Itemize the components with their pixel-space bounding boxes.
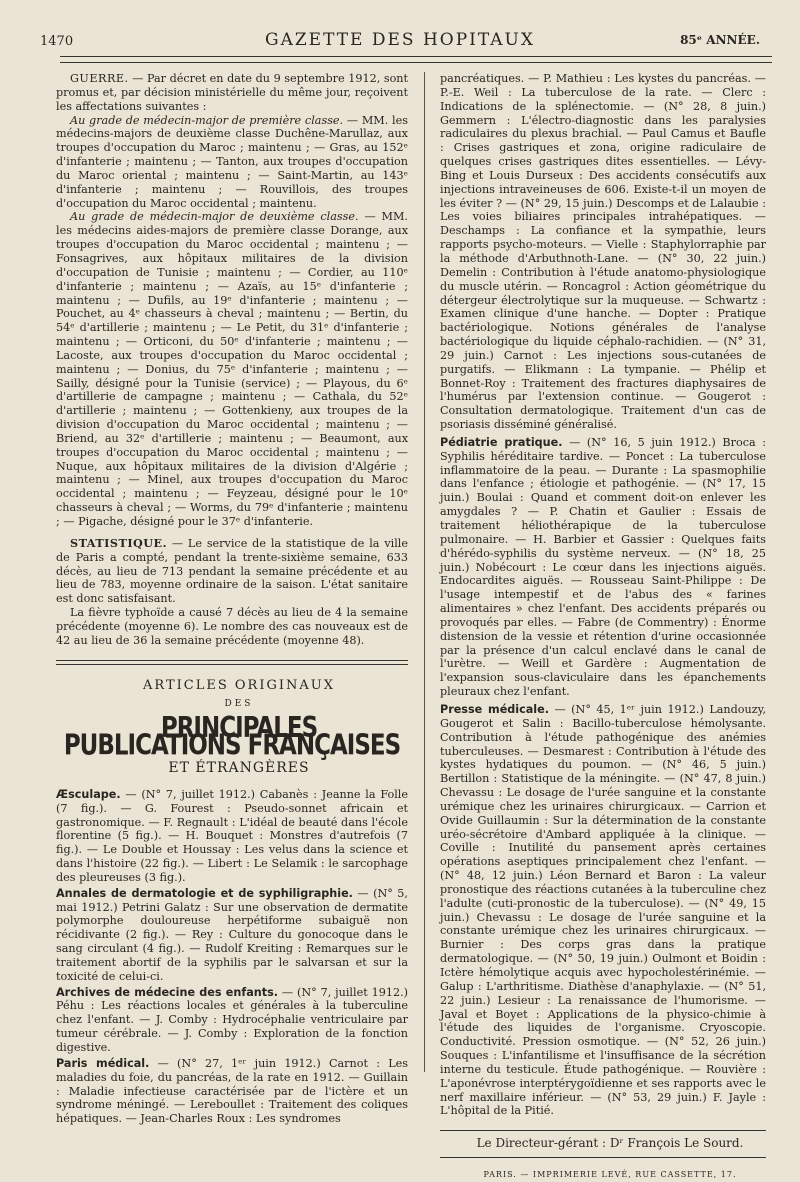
promotion-list-2: — MM. les médecins aides-majors de première classe Dorange, aux troupes d'occupation du Maroc occidental ; maintenu ; — Fonsagrives, aux hôpitaux militaires de la division d'occupation de Tunisie ; maintenu ; — Cordier, au 110ᵉ d'infanterie ; maintenu ; — Azaïs, au 15ᵉ d'infanterie ; maintenu ; — Dufils, au 19ᵉ d'infanterie ; maintenu ; — Pouchet, au 4ᵉ chasseurs à cheval ; maintenu ; — Bertin, du 54ᵉ d'artillerie ; maintenu ; — Le Petit, du 31ᵉ d'infanterie ; maintenu ; — Orticoni, du 50ᵉ d'infanterie ; maintenu ; — Lacoste, aux troupes d'occupation du Maroc occidental ; maintenu ; — Donius, du 75ᵉ d'infanterie ; maintenu ; — Sailly, désigné pour la Tunisie (service) ; — Playous, du 6ᵉ d'artillerie de campagne ; maintenu ; — Cathala, du 52ᵉ d'artillerie ; maintenu ; — Gottenkieny, aux troupes de la division d'occupation du Maroc occidental ; maintenu ; — Briend, au 32ᵉ d'artillerie ; maintenu ; — Beaumont, aux troupes d'occupation du Maroc occidental ; maintenu ; — Nuque, aux hôpitaux militaires de la division d'Algérie ; maintenu ; — Minel, aux troupes d'occupation du Maroc occidental ; maintenu ; — Feyzeau, désigné pour le 10ᵉ chasseurs à cheval ; — Worms, du 79ᵉ d'infanterie ; maintenu ; — Pigache, désigné pour le 37ᵉ d'infanterie. xyxy=(56,210,408,528)
articles-main-heading: PRINCIPALES PUBLICATIONS FRANÇAISES xyxy=(63,712,401,762)
header-rule-secondary xyxy=(60,62,772,63)
journal-entry-text: — (N° 16, 5 juin 1912.) Broca : Syphilis héréditaire tardive. — Poncet : La tuberculose inflammatoire de la peau. — Durante : La spasmophilie dans l'enfance ; étiologie et pathogénie. — (N° 17, 15 juin.) Boulai : Quand et comment doit-on enlever les amygdales ? — P. Chatin et Gaulier : Essais de traitement héliothérapique de la tuberculose pulmonaire. — H. Barbier et Gassier : Quelques faits d'hérédo-syphilis du système nerveux. — (N° 18, 25 juin.) Nobécourt : Le cœur dans les injections aiguës. Endocardites aiguës. — Rousseau Saint-Philippe : De l'usage intempestif et de l'abus des « farines alimentaires » chez l'enfant. Des accidents préparés ou provoqués par elles. — Fabre (de Commentry) : Énorme distension de la vessie et rétention d'urine occasionnée par la présence d'un calcul enclavé dans le canal de l'urètre. — Weill et Gardère : Augmentation de l'expansion sous-claviculaire dans les épanchements pleuraux chez l'enfant. xyxy=(440,435,766,699)
grade-heading-1: Au grade de médecin-major de première classe. xyxy=(70,113,344,127)
journal-name: Æsculape. xyxy=(56,787,121,801)
director-rule-bottom xyxy=(440,1157,766,1158)
journal-name: Pédiatrie pratique. xyxy=(440,435,563,449)
journal-entry-archives xyxy=(56,986,408,1055)
journal-entry-text: — (N° 27, 1ᵉʳ juin 1912.) Carnot : Les maladies du foie, du pancréas, de la rate en 1912. — Guillain : Maladie infectieuse caractérisée par de l'ictère et un syndrome méningé. — Lereboullet : Traitement des coliques hépatiques. — Jean-Charles Roux : Les syndromes xyxy=(56,1056,408,1126)
printer-line: PARIS. — IMPRIMERIE LEVÉ, RUE CASSETTE, 17. xyxy=(483,1170,737,1180)
director-line: Le Directeur-gérant : Dʳ François Le Sourd. xyxy=(476,1136,744,1151)
promotion-paragraph-2 xyxy=(56,210,408,528)
section-rule-secondary xyxy=(56,664,408,665)
continued-entry: pancréatiques. — P. Mathieu : Les kystes du pancréas. — P.-E. Weil : La tuberculose de la rate. — Clerc : Indications de la splénectomie. — (N° 28, 8 juin.) Gemmern : L'électro-diagnostic dans les paralysies radiculaires du plexus brachial. — Paul Camus et Baufle : Crises gastriques et zona, origine radiculaire de quelques crises gastriques dites essentielles. — Lévy-Bing et Louis Durseux : Des accidents consécutifs aux injections intraveineuses de 606. Existe-t-il un moyen de les éviter ? — (N° 29, 15 juin.) Descomps et de Lalaubie : Les voies biliaires principales intrahépatiques. — Deschamps : La confiance et la sympathie, leurs rapports psycho-moteurs. — Vielle : Staphylorraphie par la méthode d'Arbuthnoth-Lane. — (N° 30, 22 juin.) Demelin : Contribution à l'étude anatomo-physiologique du muscle utérin. — Roncagrol : Action géométrique du détergeur électrolytique sur la muqueuse. — Schwartz : Examen clinique d'une hanche. — Dopter : Pratique bactériologique. Notions générales de l'analyse bactériologique du liquide céphalo-rachidien. — (N° 31, 29 juin.) Carnot : Les injections sous-cutanées de purgatifs. — Elikmann : La tympanie. — Phélip et Bonnet-Roy : Traitement des fractures diaphysaires de l'humérus par l'extension continue. — Gougerot : Consultation dermatologique. Traitement d'un cas de psoriasis disséminé généralisé. xyxy=(440,72,766,432)
section-rule xyxy=(56,660,408,661)
left-column xyxy=(56,72,408,1126)
articles-heading: ARTICLES ORIGINAUX xyxy=(143,677,335,693)
journal-entry-paris-medical xyxy=(56,1057,408,1126)
journal-entry-aesculape xyxy=(56,788,408,885)
journal-entry-pediatrie xyxy=(440,436,766,699)
year-label: 85ᵉ ANNÉE. xyxy=(680,33,760,47)
guerre-label: GUERRE. xyxy=(70,72,129,85)
journal-entry-text: — (N° 7, juillet 1912.) Péhu : Les réactions locales et générales à la tuberculine chez l'enfant. — J. Comby : Hydrocéphalie ventriculaire par tumeur cérébrale. — J. Comby : Exploration de la fonction digestive. xyxy=(56,985,408,1054)
journal-name: Annales de dermatologie et de syphiligraphie. xyxy=(56,886,353,900)
journal-entry-text: — (N° 7, juillet 1912.) Cabanès : Jeanne la Folle (7 fig.). — G. Fourest : Pseudo-sonnet africain et gastronomique. — F. Regnault : L'idéal de beauté dans l'école florentine (5 fig.). — H. Bouquet : Monstres d'autrefois (7 fig.). — Le Double et Houssay : Les velus dans la science et dans l'histoire (22 fig.). — Libert : Le Selamik : le sarcophage des pleureuses (3 fig.). xyxy=(56,787,408,884)
journal-title: GAZETTE DES HOPITAUX xyxy=(264,30,535,50)
journal-entry-annales xyxy=(56,887,408,984)
journal-entry-text: — (N° 5, mai 1912.) Petrini Galatz : Sur une observation de dermatite polymorphe douloureuse herpétiforme subaiguë non récidivante (2 fig.). — Rey : Culture du gonocoque dans le sang circulant (4 fig.). — Rudolf Kreiting : Remarques sur le traitement abortif de la syphilis par le salvarsan et sur la toxicité de celui-ci. xyxy=(56,886,408,983)
director-rule xyxy=(440,1130,766,1131)
promotion-list-1: — MM. les médecins-majors de deuxième classe Duchêne-Marullaz, aux troupes d'occupation du Maroc ; maintenu ; — Gras, au 152ᵉ d'infanterie ; maintenu ; — Tanton, aux troupes d'occupation du Maroc oriental ; maintenu ; — Saint-Martin, au 143ᵉ d'infanterie ; maintenu ; — Rouvillois, des troupes d'occupation du Maroc occidental ; maintenu. xyxy=(56,113,408,210)
guerre-intro: — Par décret en date du 9 septembre 1912, sont promus et, par décision ministérielle du même jour, reçoivent les affectations suivantes : xyxy=(56,72,409,113)
journal-entry-text: — (N° 45, 1ᵉʳ juin 1912.) Landouzy, Gougerot et Salin : Bacillo-tuberculose hémolysante. Contribution à l'étude pathogénique des anémies tuberculeuses. — Desmarest : Contribution à l'étude des kystes hydatiques du poumon. — (N° 46, 5 juin.) Bertillon : Statistique de la méningite. — (N° 47, 8 juin.) Chevassu : Le dosage de l'urée sanguine et la constante urémique chez les urinaires chirurgicaux. — Carrion et Ovide Guillaumin : Sur la détermination de la constante uréo-sécrétoire d'Ambard appliquée à la clinique. — Coville : Inutilité du pansement après certaines opérations aseptiques principalement chez l'enfant. — (N° 48, 12 juin.) Léon Bernard et Baron : La valeur pronostique des réactions cutanées à la tuberculine chez l'adulte (cuti-pronostic de la tuberculose). — (N° 49, 15 juin.) Chevassu : Le dosage de l'urée sanguine et la constante urémique chez les urinaires chirurgicaux. — Burnier : Des corps gras dans la pratique dermatologique. — (N° 50, 19 juin.) Oulmont et Boidin : Ictère hémolytique acquis avec hypocholestérinémie. — Galup : L'arthritisme. Diathèse d'anaphylaxie. — (N° 51, 22 juin.) Lesieur : La renaissance de l'humorisme. — Javal et Boyet : Applications de la physico-chimie à l'étude des liquides de l'organisme. Cryoscopie. Conductivité. Pression osmotique. — (N° 52, 26 juin.) Souques : L'infantilisme et l'insuffisance de la sécrétion interne du testicule. Étude pathogénique. — Rouvière : L'aponévrose interptérygoïdienne et ses rapports avec le nerf maxillaire inférieur. — (N° 53, 29 juin.) F. Jayle : L'hôpital de la Pitié. xyxy=(440,702,767,1118)
column-divider xyxy=(424,72,425,1072)
grade-heading-2: Au grade de médecin-major de deuxième classe. xyxy=(70,210,359,224)
articles-des: DES xyxy=(224,699,254,710)
right-column xyxy=(440,72,766,1182)
promotion-paragraph-1 xyxy=(56,114,408,211)
page-number: 1470 xyxy=(40,34,74,49)
statistique-label: STATISTIQUE. xyxy=(70,535,167,550)
header-rule xyxy=(60,56,772,57)
journal-name: Archives de médecine des enfants. xyxy=(56,985,278,999)
journal-name: Presse médicale. xyxy=(440,702,549,716)
statistique-paragraph-2: La fièvre typhoïde a causé 7 décès au lieu de 4 la semaine précédente (moyenne 6). Le nombre des cas nouveaux est de 42 au lieu de 36 la semaine précédente (moyenne 48). xyxy=(56,606,408,647)
journal-name: Paris médical. xyxy=(56,1056,150,1070)
guerre-paragraph xyxy=(56,72,408,114)
statistique-paragraph xyxy=(56,537,408,606)
journal-entry-presse xyxy=(440,703,766,1118)
statistique-text: — Le service de la statistique de la ville de Paris a compté, pendant la trente-sixième semaine, 633 décès, au lieu de 713 pendant la semaine précédente et au lieu de 783, moyenne ordinaire de la saison. L'état sanitaire est donc satisfaisant. xyxy=(56,536,409,606)
articles-subheading: ET ÉTRANGÈRES xyxy=(168,759,310,776)
